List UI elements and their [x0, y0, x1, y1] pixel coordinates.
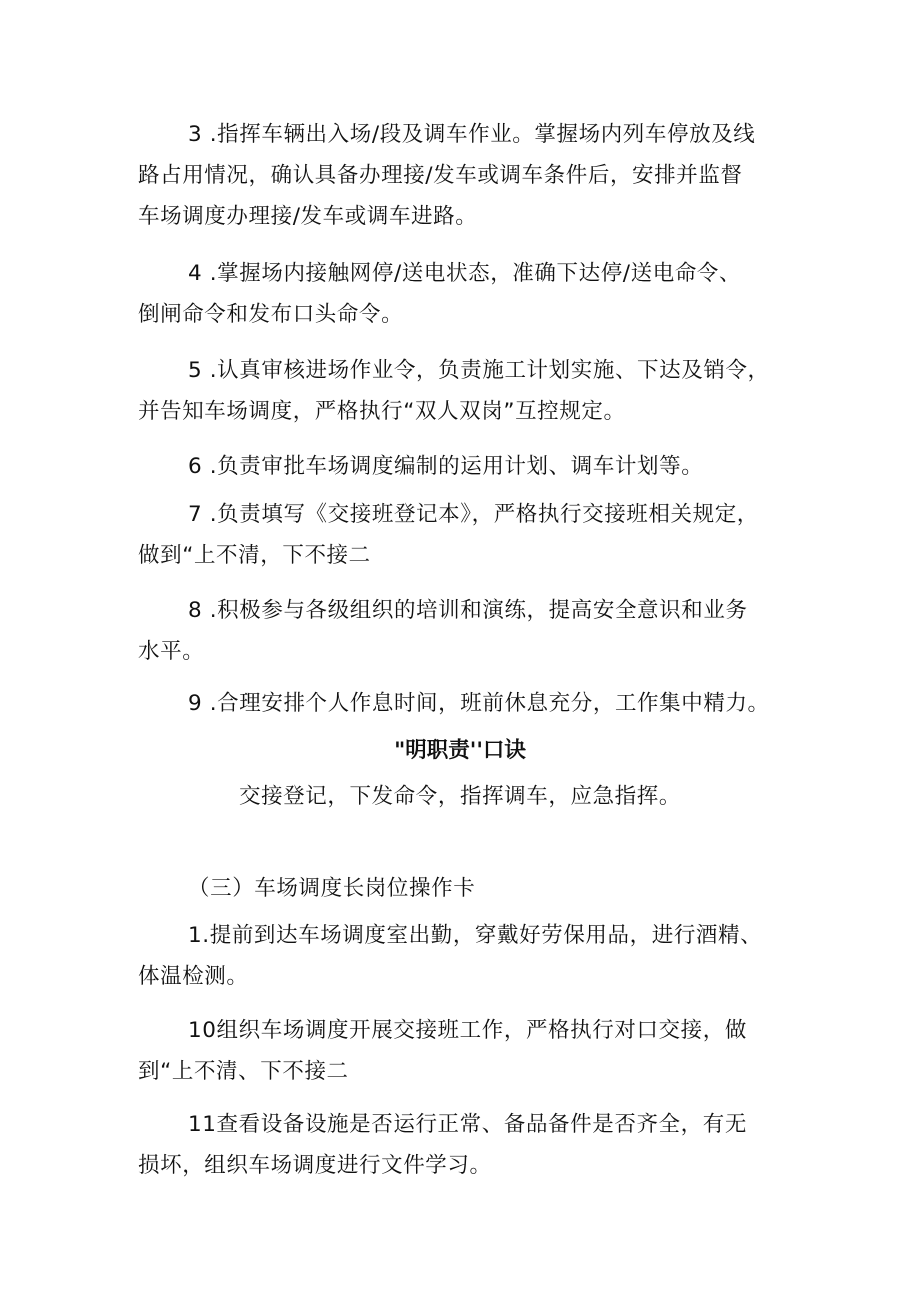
text-line: 并告知车场调度，严格执行“双人双岗”互控规定。: [138, 399, 626, 424]
text-line: 3 .指挥车辆出入场/段及调车作业。掌握场内列车停放及线: [188, 122, 756, 147]
duty-item-3: [138, 114, 798, 237]
text-line: 5 .认真审核进场作业令，负责施工计划实施、下达及销令，: [188, 358, 770, 383]
duty-item-7: [138, 494, 798, 576]
duty-item-4: [138, 253, 798, 335]
text-line: 体温检测。: [138, 964, 249, 989]
text-line: （三）车场调度长岗位操作卡: [188, 876, 476, 901]
text-line: 做到“上不清，下不接二: [138, 543, 371, 568]
card-item-11: [138, 1104, 798, 1186]
text-line: 倒闸命令和发布口头命令。: [138, 302, 404, 327]
text-line: 损坏，组织车场调度进行文件学习。: [138, 1153, 492, 1178]
section-title: [138, 868, 798, 909]
text-line: 9 .合理安排个人作息时间，班前休息充分，工作集中精力。: [188, 691, 770, 716]
section-heading: "明职责''口诀: [394, 738, 526, 763]
text-line: 8 .积极参与各级组织的培训和演练，提高安全意识和业务: [188, 598, 748, 623]
text-line: 11查看设备设施是否运行正常、备品备件是否齐全，有无: [188, 1112, 747, 1137]
text-line: 4 .掌握场内接触网停/送电状态，准确下达停/送电命令、: [188, 261, 742, 286]
card-item-1: [138, 915, 798, 997]
text-line: 6 .负责审批车场调度编制的运用计划、调车计划等。: [188, 454, 704, 479]
text-line: 路占用情况，确认具备办理接/发车或调车条件后，安排并监督: [138, 163, 743, 188]
duty-item-8: [138, 590, 798, 672]
duty-item-9: [138, 683, 798, 724]
card-item-10: [138, 1010, 798, 1092]
text-line: 车场调度办理接/发车或调车进路。: [138, 204, 478, 229]
text-line: 到“上不清、下不接二: [138, 1059, 349, 1084]
slogan-text: 交接登记，下发命令，指挥调车，应急指挥。: [238, 784, 681, 809]
text-line: 1.提前到达车场调度室出勤，穿戴好劳保用品，进行酒精、: [188, 923, 763, 948]
duty-item-5: [138, 350, 798, 432]
duty-item-6: [138, 446, 798, 487]
text-line: 7 .负责填写《交接班登记本》，严格执行交接班相关规定，: [188, 502, 759, 527]
text-line: 水平。: [138, 639, 205, 664]
text-line: 10组织车场调度开展交接班工作，严格执行对口交接，做: [188, 1018, 747, 1043]
